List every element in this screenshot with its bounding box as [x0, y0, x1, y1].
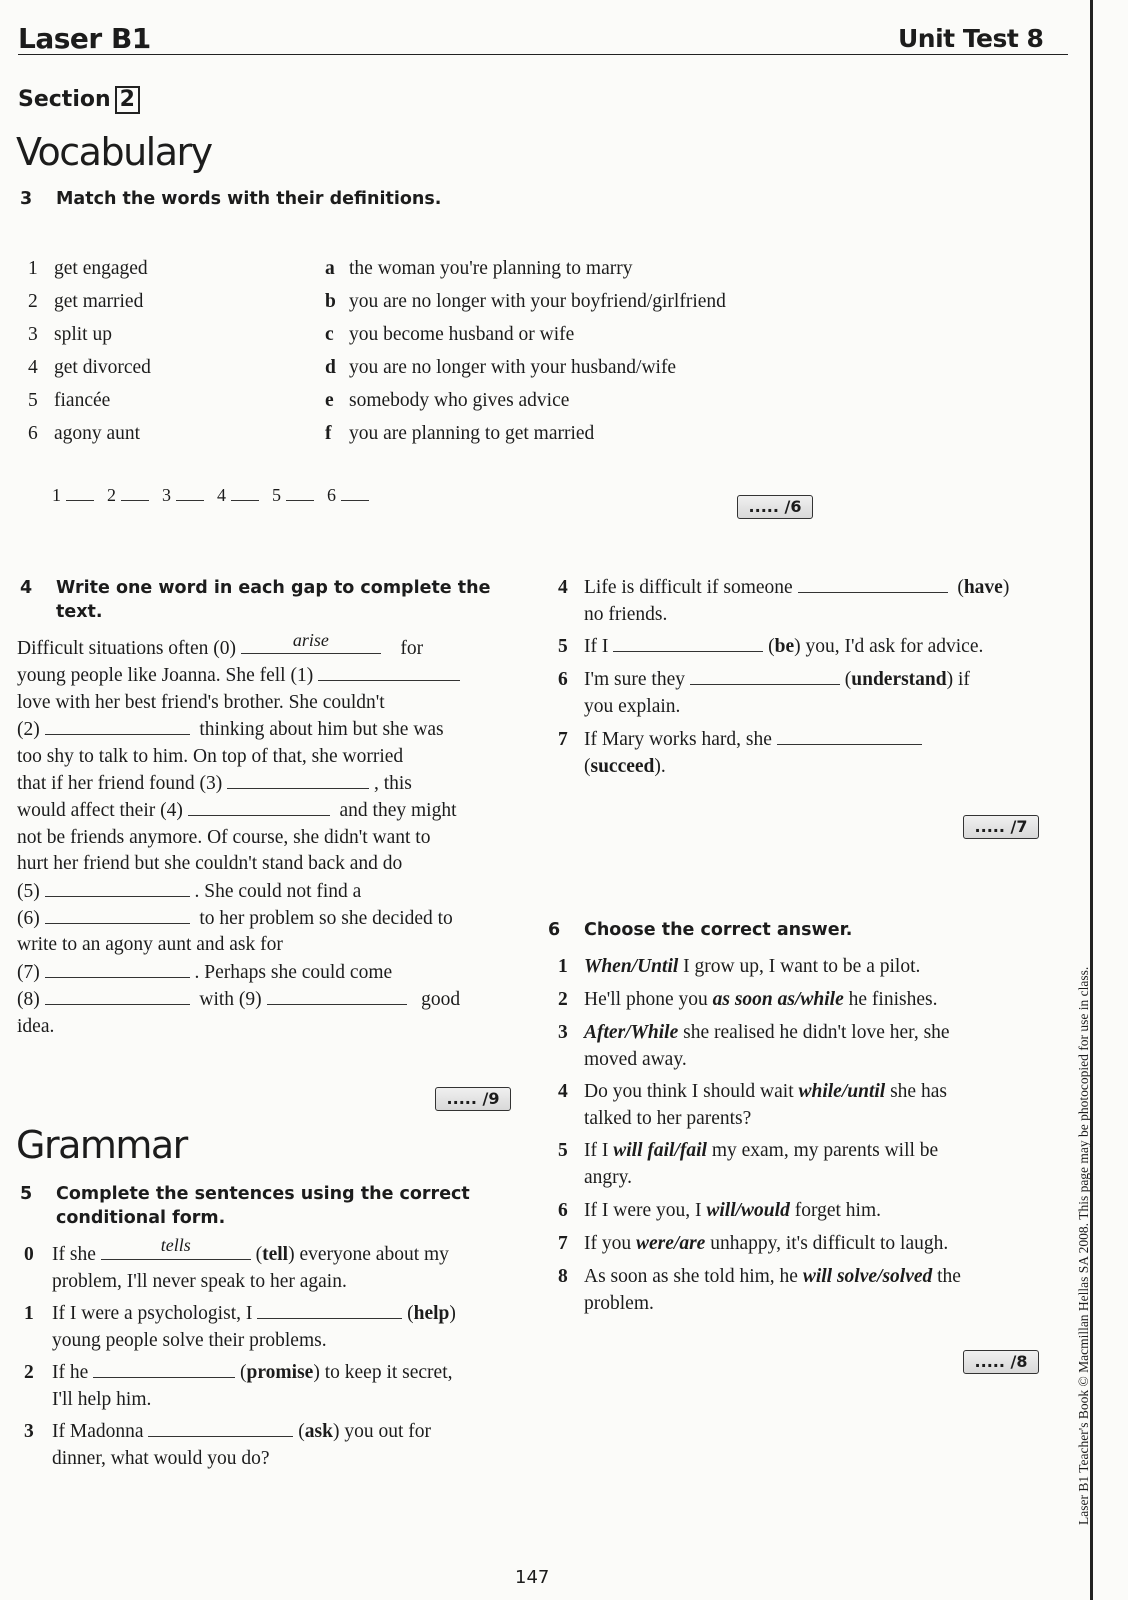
- ex4-gap-0-answer: arise: [292, 629, 329, 650]
- ex6-item-text: If you: [584, 1233, 632, 1254]
- section-label-text: Section: [18, 87, 111, 112]
- ex6-options[interactable]: will/would: [706, 1200, 790, 1221]
- ex5-instruction-text: Complete the sentences using the correct conditional form.: [56, 1184, 470, 1228]
- ex6-item-text: As soon as she told him, he: [584, 1266, 798, 1287]
- ex3-definition: [325, 321, 726, 354]
- ex5-verb: ask: [304, 1421, 333, 1442]
- ex3-definition-text: you become husband or wife: [349, 324, 575, 345]
- ex4-instruction: [20, 576, 520, 624]
- book-title: Laser B1: [18, 22, 151, 55]
- ex4-line: love with her best friend's brother. She couldn't: [17, 691, 385, 713]
- ex3-word-text: split up: [54, 324, 112, 345]
- ex5-number: 5: [20, 1184, 33, 1204]
- ex4-line: [17, 878, 517, 905]
- ex5-item-text: young people solve their problems.: [52, 1330, 327, 1351]
- ex6-item-text: she has: [890, 1081, 947, 1102]
- ex6-item-text: I grow up, I want to be a pilot.: [683, 956, 921, 977]
- ex3-definition-text: somebody who gives advice: [349, 390, 570, 411]
- ex4-line: too shy to talk to him. On top of that, she worried: [17, 745, 404, 767]
- ex3-definition-letter: a: [325, 258, 335, 279]
- ex5-item-number: 2: [24, 1362, 34, 1383]
- ex5-item-text: dinner, what would you do?: [52, 1448, 270, 1469]
- ex3-word: [28, 255, 151, 288]
- ex5-item-text: you out for: [344, 1421, 431, 1442]
- ex5-item-text: you, I'd ask for advice.: [805, 636, 984, 657]
- ex3-word: [28, 288, 151, 321]
- ex4-line: [17, 797, 517, 824]
- ex4-line-text: good: [421, 989, 461, 1011]
- ex3-number: 3: [20, 189, 33, 209]
- ex3-word-text: agony aunt: [54, 423, 141, 444]
- ex5-verb: have: [963, 577, 1003, 598]
- ex3-answer-field[interactable]: [176, 482, 204, 501]
- ex5-item-text: I'll help him.: [52, 1389, 152, 1410]
- ex3-word-number: 3: [28, 324, 38, 345]
- ex4-line: [17, 716, 517, 743]
- ex3-word: [28, 420, 151, 453]
- grammar-heading: Grammar: [16, 1123, 187, 1167]
- ex4-gap-1[interactable]: [318, 662, 460, 681]
- ex6-item-text: If I were you, I: [584, 1200, 702, 1221]
- ex4-line-text: . She could not find a: [194, 880, 362, 902]
- ex5-item-text: everyone about my: [299, 1244, 449, 1265]
- ex5-item-text: Life is difficult if someone: [584, 577, 793, 598]
- ex5-item-text: If she: [52, 1244, 96, 1265]
- ex4-line-text: (6): [17, 908, 40, 930]
- ex4-gap-0[interactable]: [241, 629, 381, 654]
- ex5-gap-0[interactable]: [101, 1235, 251, 1260]
- ex3-definition-text: you are no longer with your boyfriend/girlfriend: [349, 291, 726, 312]
- ex3-answer-number: 1: [52, 485, 61, 505]
- ex5-verb: succeed: [590, 756, 655, 777]
- ex6-item-number: 3: [558, 1022, 568, 1043]
- ex5-item-number: 3: [24, 1421, 34, 1442]
- ex3-answer-number: 5: [272, 485, 281, 505]
- ex3-answer-number: 4: [217, 485, 226, 505]
- ex3-answer-number: 2: [107, 485, 116, 505]
- ex6-options[interactable]: as soon as/while: [712, 989, 844, 1010]
- ex6-item-number: 2: [558, 989, 568, 1010]
- ex6-instruction-text: Choose the correct answer.: [584, 920, 853, 940]
- ex3-answer-field[interactable]: [231, 482, 259, 501]
- section-label: [18, 86, 140, 114]
- ex6-item-text: If I: [584, 1140, 609, 1161]
- ex4-gap-6[interactable]: [45, 905, 190, 924]
- ex3-word-number: 6: [28, 423, 38, 444]
- ex4-gap-4[interactable]: [188, 797, 330, 816]
- ex5-gap-0-answer: tells: [160, 1235, 191, 1255]
- ex6-item-number: 6: [558, 1200, 568, 1221]
- ex4-line-text: would affect their (4): [17, 800, 183, 822]
- ex4-line-text: with (9): [199, 989, 262, 1011]
- ex4-score-box: ..... /9: [435, 1087, 511, 1111]
- ex6-item-text: moved away.: [584, 1049, 687, 1070]
- ex6-item-text: she realised he didn't love her, she: [683, 1022, 950, 1043]
- ex5-verb: help: [413, 1303, 450, 1324]
- ex3-word: [28, 321, 151, 354]
- ex3-instruction-text: Match the words with their definitions.: [56, 189, 442, 209]
- ex5-gap-5[interactable]: [613, 633, 763, 652]
- ex6-item-text: He'll phone you: [584, 989, 708, 1010]
- ex4-line-text: (7): [17, 961, 40, 983]
- ex3-definition-letter: d: [325, 357, 336, 378]
- page-number: 147: [515, 1567, 550, 1588]
- ex5-gap-6[interactable]: [690, 666, 840, 685]
- ex3-score-box: ..... /6: [737, 495, 813, 519]
- ex5-item-number: 1: [24, 1303, 34, 1324]
- ex4-gap-3[interactable]: [227, 770, 369, 789]
- ex6-item-text: the: [937, 1266, 961, 1287]
- ex4-line: write to an agony aunt and ask for: [17, 934, 283, 956]
- ex5-verb: understand: [851, 669, 947, 690]
- ex5-verb: be: [774, 636, 795, 657]
- ex4-line-text: . Perhaps she could come: [194, 961, 393, 983]
- ex5-gap-3[interactable]: [148, 1418, 293, 1437]
- ex5-gap-2[interactable]: [93, 1359, 235, 1378]
- ex3-answer-field[interactable]: [341, 482, 369, 501]
- ex4-line-text: Difficult situations often (0): [17, 638, 236, 659]
- ex5-item-text: you explain.: [584, 696, 681, 717]
- ex6-score-box: ..... /8: [963, 1350, 1039, 1374]
- ex3-definition: [325, 354, 726, 387]
- ex6-item-text: my exam, my parents will be: [711, 1140, 939, 1161]
- ex3-definition-list: [325, 255, 726, 453]
- ex4-line: [17, 959, 517, 986]
- ex4-line: [17, 662, 517, 689]
- ex3-word-text: get engaged: [54, 258, 148, 279]
- ex6-item-text: problem.: [584, 1293, 654, 1314]
- ex3-instruction: [20, 187, 441, 211]
- ex4-line: idea.: [17, 1015, 55, 1037]
- ex5-item-number: 0: [24, 1244, 34, 1265]
- ex4-gap-9[interactable]: [267, 986, 407, 1005]
- ex5-instruction: [20, 1182, 490, 1230]
- ex4-instruction-text: Write one word in each gap to complete the text.: [56, 578, 491, 622]
- ex4-line-text: thinking about him but she was: [199, 719, 444, 741]
- ex6-options[interactable]: After/While: [584, 1022, 679, 1043]
- ex6-item-number: 7: [558, 1233, 568, 1254]
- ex3-word-number: 1: [28, 258, 38, 279]
- vocabulary-heading: Vocabulary: [16, 130, 212, 174]
- ex5-verb: promise: [246, 1362, 314, 1383]
- ex6-item-number: 8: [558, 1266, 568, 1287]
- ex5-score-box: ..... /7: [963, 815, 1039, 839]
- ex4-text: [17, 629, 517, 1040]
- ex3-definition-letter: c: [325, 324, 334, 345]
- ex5-item-text: problem, I'll never speak to her again.: [52, 1271, 347, 1292]
- ex3-answer-number: 3: [162, 485, 171, 505]
- ex6-item-text: unhappy, it's difficult to laugh.: [710, 1233, 949, 1254]
- ex3-word-list: [28, 255, 151, 453]
- ex3-answer-field[interactable]: [121, 482, 149, 501]
- ex3-word-text: get divorced: [54, 357, 151, 378]
- ex4-line: [17, 905, 517, 932]
- ex4-line: [17, 986, 517, 1013]
- ex4-line-text: (5): [17, 880, 40, 902]
- ex4-line: not be friends anymore. Of course, she didn't want to: [17, 826, 431, 848]
- ex4-gap-7[interactable]: [45, 959, 190, 978]
- ex4-line-text: , this: [373, 773, 412, 795]
- ex4-line-text: for: [400, 638, 424, 659]
- ex4-line: [17, 770, 517, 797]
- ex3-definition-text: you are no longer with your husband/wife: [349, 357, 677, 378]
- ex3-word-text: fiancée: [54, 390, 111, 411]
- ex3-answer-field[interactable]: [66, 482, 94, 501]
- ex3-definition: [325, 255, 726, 288]
- ex5-item-text: If I: [584, 636, 609, 657]
- ex5-item-text: If I were a psychologist, I: [52, 1303, 253, 1324]
- ex3-word: [28, 354, 151, 387]
- copyright-note: Laser B1 Teacher's Book © Macmillan Hellas SA 2008. This page may be photocopied for use in class.: [1076, 966, 1091, 1525]
- ex4-line-text: to her problem so she decided to: [199, 908, 453, 930]
- ex4-gap-5[interactable]: [45, 878, 190, 897]
- ex3-definition-text: the woman you're planning to marry: [349, 258, 633, 279]
- ex4-line-text: that if her friend found (3): [17, 773, 223, 795]
- unit-title: Unit Test 8: [898, 24, 1044, 53]
- ex5-item-number: 4: [558, 577, 568, 598]
- ex3-definition: [325, 288, 726, 321]
- ex4-line-text: (8): [17, 989, 40, 1011]
- ex3-definition-letter: f: [325, 423, 332, 444]
- ex5-item-text: If Madonna: [52, 1421, 144, 1442]
- ex3-word-number: 5: [28, 390, 38, 411]
- ex5-item-number: 7: [558, 729, 568, 750]
- ex5-item-text: no friends.: [584, 604, 668, 625]
- ex6-instruction: [548, 918, 852, 942]
- ex6-item-text: talked to her parents?: [584, 1108, 752, 1129]
- ex6-item-text: Do you think I should wait: [584, 1081, 794, 1102]
- ex4-number: 4: [20, 578, 33, 598]
- ex6-item-text: he finishes.: [848, 989, 938, 1010]
- ex3-definition-text: you are planning to get married: [349, 423, 595, 444]
- ex4-line-text: and they might: [339, 800, 457, 822]
- ex3-answer-number: 6: [327, 485, 336, 505]
- ex5-gap-7[interactable]: [777, 726, 922, 745]
- ex6-item-number: 4: [558, 1081, 568, 1102]
- ex3-definition: [325, 420, 726, 453]
- ex6-item-number: 1: [558, 956, 568, 977]
- ex5-item-text: If Mary works hard, she: [584, 729, 772, 750]
- ex4-gap-2[interactable]: [45, 716, 190, 735]
- ex3-word-number: 4: [28, 357, 38, 378]
- ex5-item-number: 6: [558, 669, 568, 690]
- ex6-number: 6: [548, 920, 561, 940]
- ex4-line-text: (2): [17, 719, 40, 741]
- ex3-answer-row: [52, 482, 369, 509]
- ex3-definition-letter: e: [325, 390, 334, 411]
- ex5-item-text: If he: [52, 1362, 89, 1383]
- ex6-options[interactable]: will fail/fail: [613, 1140, 707, 1161]
- ex5-item-number: 5: [558, 636, 568, 657]
- ex3-word-number: 2: [28, 291, 38, 312]
- ex3-definition: [325, 387, 726, 420]
- ex6-item-text: angry.: [584, 1167, 633, 1188]
- ex4-line: [17, 629, 517, 662]
- section-number: 2: [115, 86, 140, 114]
- ex5-item-text: if: [958, 669, 970, 690]
- ex3-answer-field[interactable]: [286, 482, 314, 501]
- ex6-options[interactable]: will solve/solved: [802, 1266, 933, 1287]
- ex3-word: [28, 387, 151, 420]
- ex6-options[interactable]: while/until: [798, 1081, 886, 1102]
- ex6-item-number: 5: [558, 1140, 568, 1161]
- ex4-gap-8[interactable]: [45, 986, 190, 1005]
- ex5-gap-4[interactable]: [798, 574, 948, 593]
- ex6-options[interactable]: were/are: [636, 1233, 706, 1254]
- ex5-item-text: to keep it secret,: [324, 1362, 453, 1383]
- ex6-options[interactable]: When/Until: [584, 956, 679, 977]
- ex6-item-text: forget him.: [794, 1200, 881, 1221]
- ex5-item-text: I'm sure they: [584, 669, 685, 690]
- ex5-verb: tell: [262, 1244, 289, 1265]
- ex5-gap-1[interactable]: [257, 1300, 402, 1319]
- header-rule: [18, 54, 1068, 55]
- ex4-line-text: young people like Joanna. She fell (1): [17, 665, 314, 687]
- ex4-line: hurt her friend but she couldn't stand back and do: [17, 853, 403, 875]
- ex3-definition-letter: b: [325, 291, 336, 312]
- ex3-word-text: get married: [54, 291, 144, 312]
